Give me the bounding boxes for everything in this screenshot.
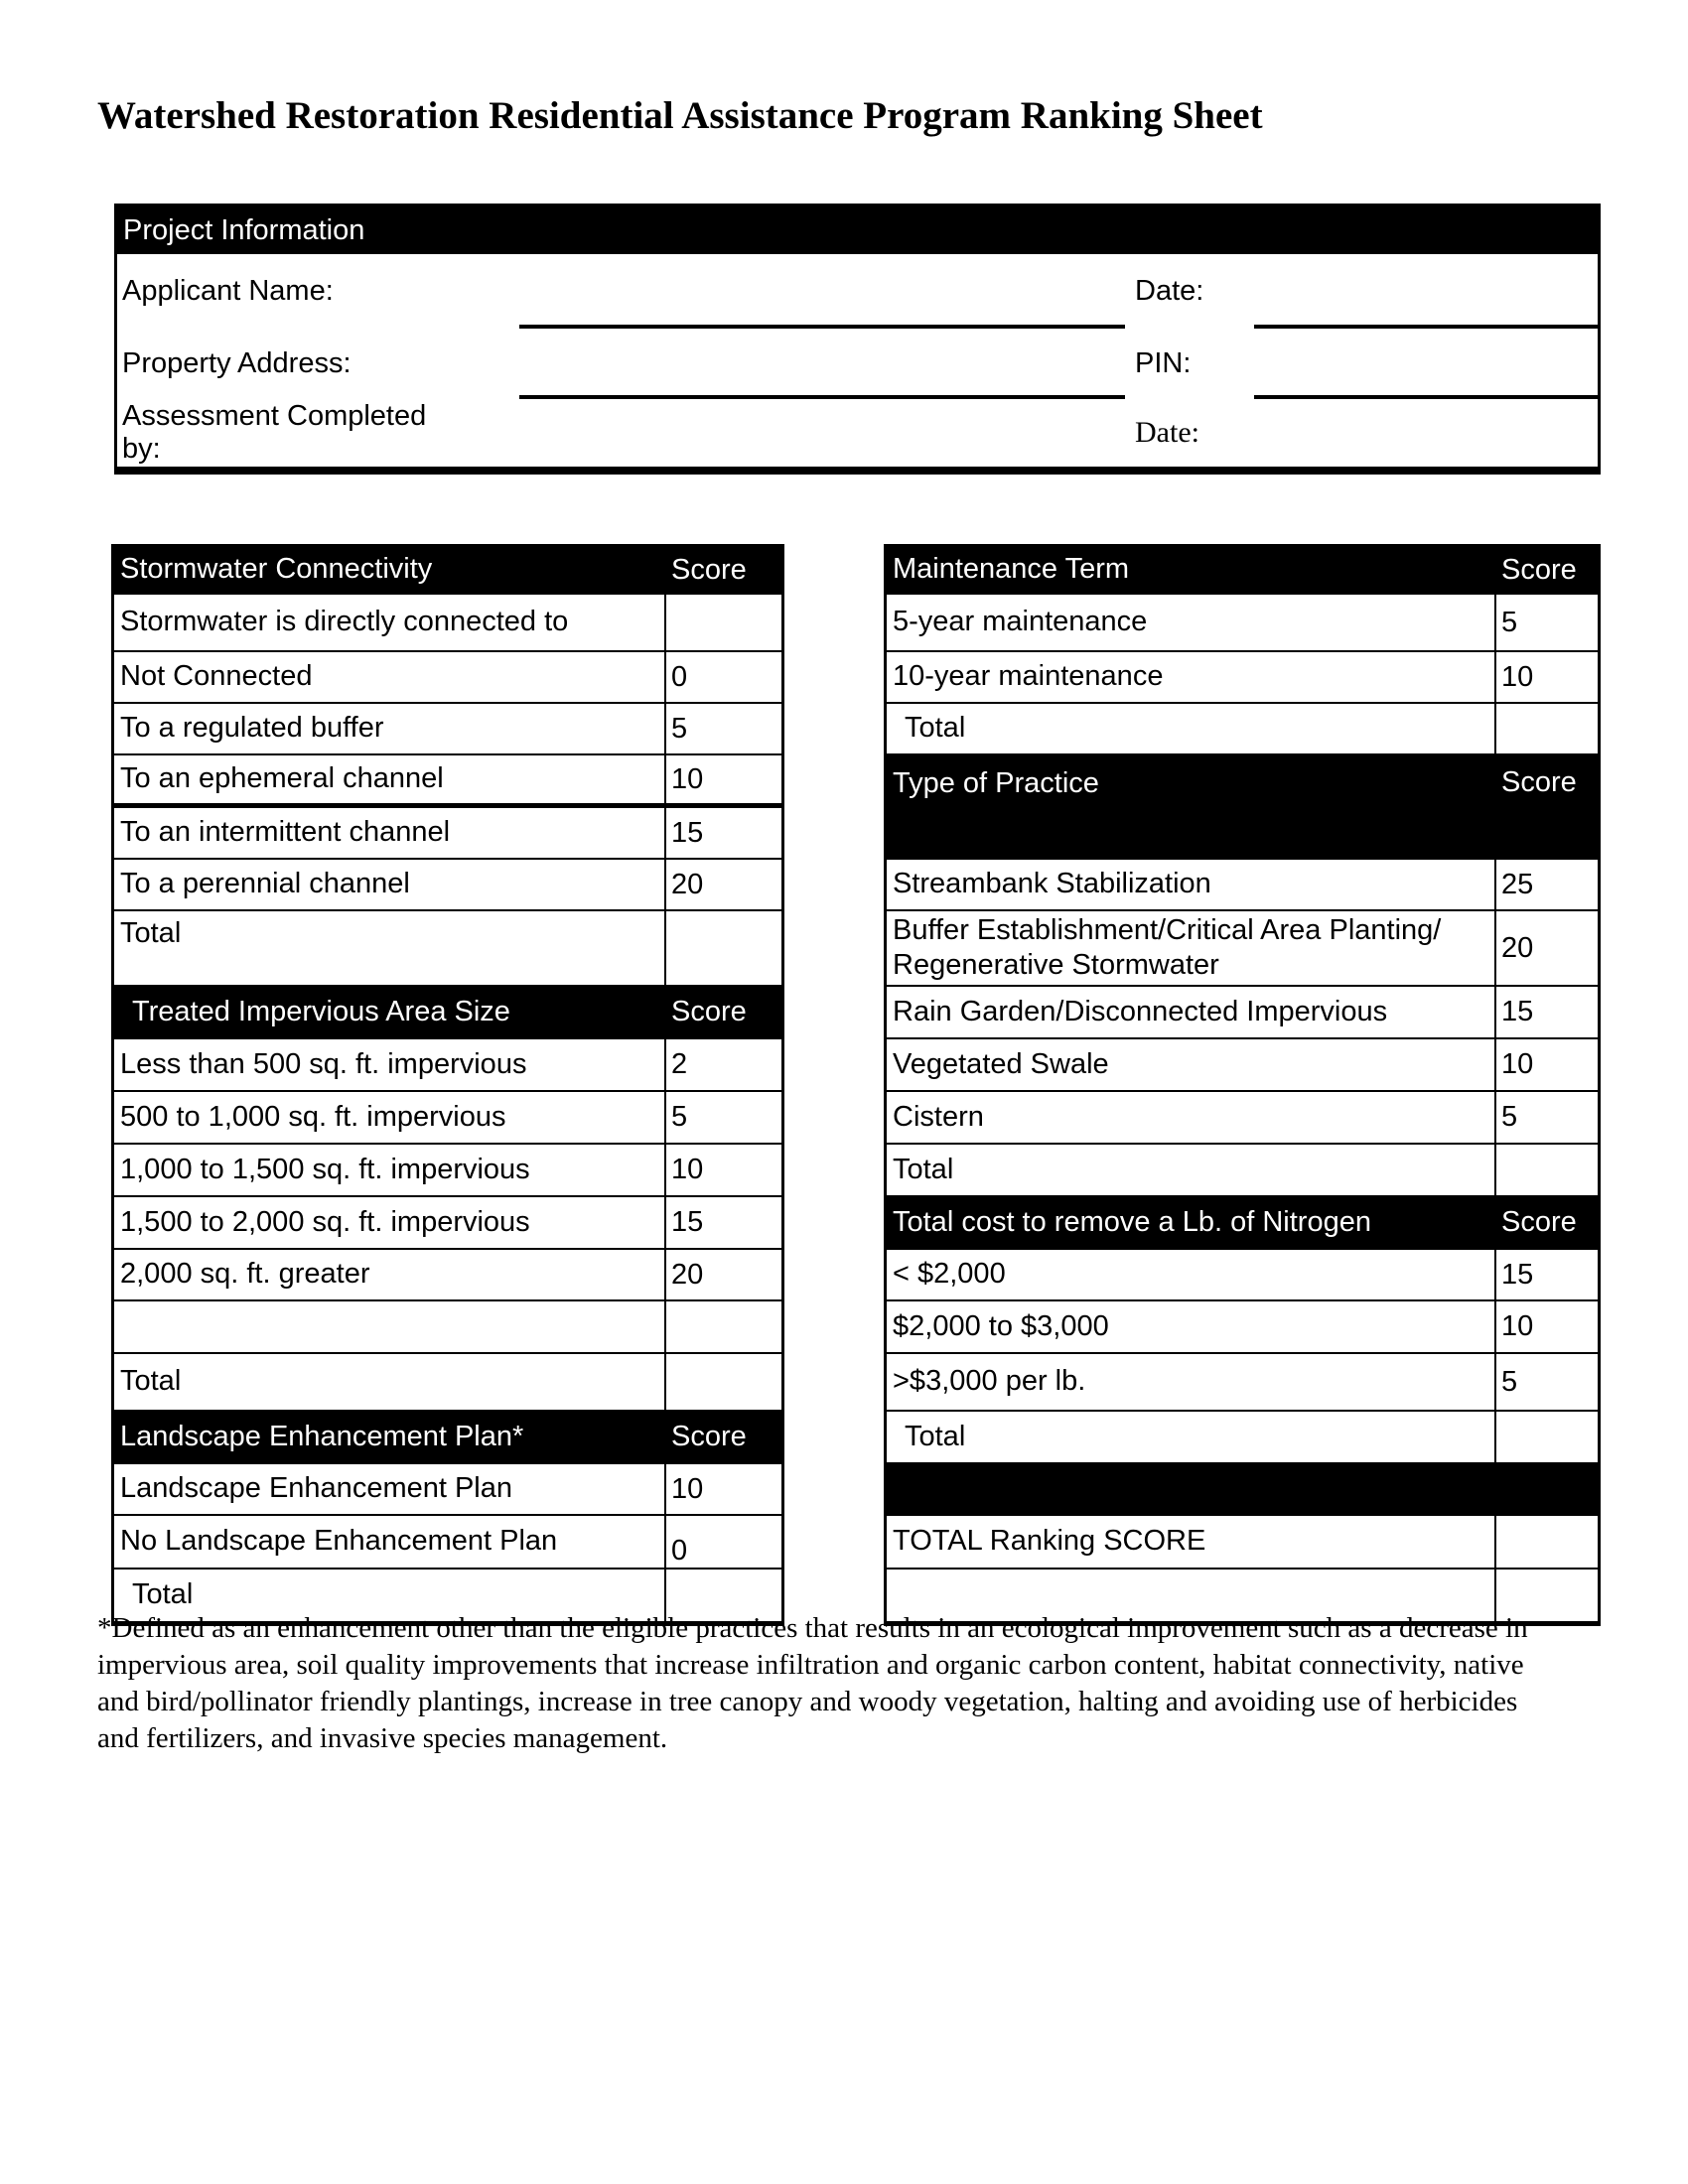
row-score: 0 [664, 1516, 781, 1568]
applicant-row [117, 254, 1598, 329]
table-row [114, 808, 781, 860]
landscape-header-row [114, 1412, 781, 1464]
row-label: To a perennial channel [120, 868, 410, 900]
section-header-label: Maintenance Term [893, 553, 1130, 586]
row-label: 2,000 sq. ft. greater [120, 1258, 370, 1291]
row-label: 10-year maintenance [893, 660, 1164, 693]
table-row [114, 652, 781, 704]
stormwater-total-row [114, 911, 781, 987]
assessment-date-label: Date: [1135, 416, 1199, 449]
property-address-field[interactable] [519, 329, 1125, 399]
pin-label: PIN: [1135, 347, 1192, 379]
row-score: 15 [1494, 987, 1598, 1037]
row-score [1494, 1145, 1598, 1195]
pin-field[interactable] [1254, 329, 1598, 399]
table-row [114, 704, 781, 755]
row-score: 0 [664, 652, 781, 702]
row-label: TOTAL Ranking SCORE [893, 1525, 1206, 1558]
row-label: Not Connected [120, 660, 313, 693]
row-label: To an ephemeral channel [120, 762, 444, 795]
row-label: Rain Garden/Disconnected Impervious [893, 995, 1388, 1027]
row-score: 5 [1494, 595, 1598, 650]
assessment-row [117, 399, 1598, 467]
project-info-table [114, 204, 1601, 475]
row-score [664, 1301, 781, 1352]
row-label: Total [132, 1578, 194, 1611]
row-score: 10 [664, 1464, 781, 1514]
row-score [1494, 704, 1598, 753]
row-score: 5 [664, 1092, 781, 1143]
row-score [664, 911, 781, 985]
row-score: 5 [664, 704, 781, 753]
row-score: 10 [1494, 1039, 1598, 1090]
table-row [887, 1039, 1598, 1092]
divider-bar [887, 1464, 1598, 1516]
row-label: Total [893, 1153, 954, 1185]
left-score-tables [111, 544, 784, 1626]
row-score: 10 [664, 1145, 781, 1195]
row-label: To a regulated buffer [120, 712, 384, 745]
assessment-date-field [1254, 399, 1598, 467]
section-header-label: Type of Practice [893, 767, 1099, 799]
section-header-label: Stormwater Connectivity [120, 553, 433, 586]
section-header-label: Total cost to remove a Lb. of Nitrogen [893, 1205, 1371, 1238]
row-label [114, 1301, 664, 1352]
row-label: 1,500 to 2,000 sq. ft. impervious [120, 1205, 530, 1238]
row-label: Vegetated Swale [893, 1047, 1109, 1080]
date-field[interactable] [1254, 254, 1598, 329]
table-row [887, 1092, 1598, 1145]
right-score-tables [884, 544, 1601, 1626]
score-column-header: Score [1494, 547, 1598, 593]
table-row [887, 911, 1598, 987]
impervious-total-row [114, 1354, 781, 1412]
row-label: 1,000 to 1,500 sq. ft. impervious [120, 1153, 530, 1185]
table-row [114, 1464, 781, 1516]
table-row [114, 1092, 781, 1145]
row-label: 500 to 1,000 sq. ft. impervious [120, 1100, 506, 1133]
property-address-label: Property Address: [122, 347, 352, 379]
table-row [887, 987, 1598, 1039]
score-column-header: Score [664, 1412, 781, 1462]
applicant-name-label: Applicant Name: [122, 275, 334, 307]
row-score: 10 [1494, 1301, 1598, 1352]
row-score [1494, 1412, 1598, 1462]
maintenance-header-row [887, 547, 1598, 595]
row-score: 5 [1494, 1092, 1598, 1143]
table-row [114, 1039, 781, 1092]
row-score: 15 [664, 1197, 781, 1248]
table-row [114, 1250, 781, 1301]
row-score: 10 [1494, 652, 1598, 702]
row-score: 15 [664, 808, 781, 858]
practice-header-row [887, 755, 1598, 860]
score-column-header: Score [1494, 1197, 1598, 1248]
date-label: Date: [1135, 275, 1204, 307]
row-score: 20 [1494, 911, 1598, 985]
table-row [887, 652, 1598, 704]
row-score [664, 1354, 781, 1410]
row-score: 15 [1494, 1250, 1598, 1299]
empty-row [114, 1301, 781, 1354]
row-label: < $2,000 [893, 1258, 1006, 1291]
maintenance-total-row [887, 704, 1598, 755]
practice-total-row [887, 1145, 1598, 1197]
table-row [114, 860, 781, 911]
table-row [114, 1145, 781, 1197]
table-row [114, 755, 781, 808]
table-row [887, 860, 1598, 911]
table-row [887, 595, 1598, 652]
footnote: *Defined as an enhancement other than the eligible practices that results in an ecological improvement such as a decrease in impervious area, soil quality improvements that increase infiltration and organic carbon content, habitat connectivity, native and bird/pollinator friendly plantings, increase in tree canopy and woody vegetation, halting and avoiding use of herbicides and fertilizers, and invasive species management. [97, 1612, 1528, 1754]
row-label: Total [905, 1420, 966, 1452]
row-label: $2,000 to $3,000 [893, 1309, 1109, 1342]
total-ranking-score [1494, 1516, 1598, 1568]
nitrogen-cost-header-row [887, 1197, 1598, 1250]
impervious-header-row [114, 987, 781, 1039]
table-row [114, 1516, 781, 1570]
row-label: 5-year maintenance [893, 606, 1148, 638]
table-row [114, 595, 781, 652]
assessment-completed-label: Assessment Completed by: [122, 400, 427, 465]
row-label: Total [120, 1365, 182, 1398]
row-label: Stormwater is directly connected to [120, 606, 569, 638]
row-label: Total [120, 917, 182, 949]
nitrogen-cost-total-row [887, 1412, 1598, 1464]
row-label: Streambank Stabilization [893, 868, 1211, 900]
table-row [887, 1301, 1598, 1354]
applicant-name-field[interactable] [519, 254, 1125, 329]
row-score: 20 [664, 860, 781, 909]
row-score: 2 [664, 1039, 781, 1090]
score-column-header: Score [1494, 755, 1598, 858]
section-header-label: Treated Impervious Area Size [132, 995, 510, 1027]
row-label: Less than 500 sq. ft. impervious [120, 1047, 527, 1080]
row-label: To an intermittent channel [120, 816, 451, 849]
row-label: Buffer Establishment/Critical Area Planting/ Regenerative Stormwater [893, 913, 1442, 981]
table-row [887, 1354, 1598, 1412]
row-score: 20 [664, 1250, 781, 1299]
table-row [887, 1250, 1598, 1301]
row-label: No Landscape Enhancement Plan [120, 1525, 558, 1558]
project-info-header: Project Information [117, 206, 1598, 254]
row-label: Total [905, 712, 966, 745]
row-label: Cistern [893, 1100, 984, 1133]
row-score: 10 [664, 755, 781, 803]
total-ranking-row [887, 1516, 1598, 1570]
row-score [664, 595, 781, 650]
property-address-row [117, 329, 1598, 399]
row-label: Landscape Enhancement Plan [120, 1472, 513, 1505]
score-column-header: Score [664, 987, 781, 1037]
page-title: Watershed Restoration Residential Assistance Program Ranking Sheet [97, 94, 1263, 137]
row-score: 25 [1494, 860, 1598, 909]
table-row [114, 1197, 781, 1250]
score-column-header: Score [664, 547, 781, 593]
row-score: 5 [1494, 1354, 1598, 1410]
section-header-label: Landscape Enhancement Plan* [120, 1420, 524, 1452]
stormwater-header-row [114, 547, 781, 595]
row-label: >$3,000 per lb. [893, 1365, 1086, 1398]
